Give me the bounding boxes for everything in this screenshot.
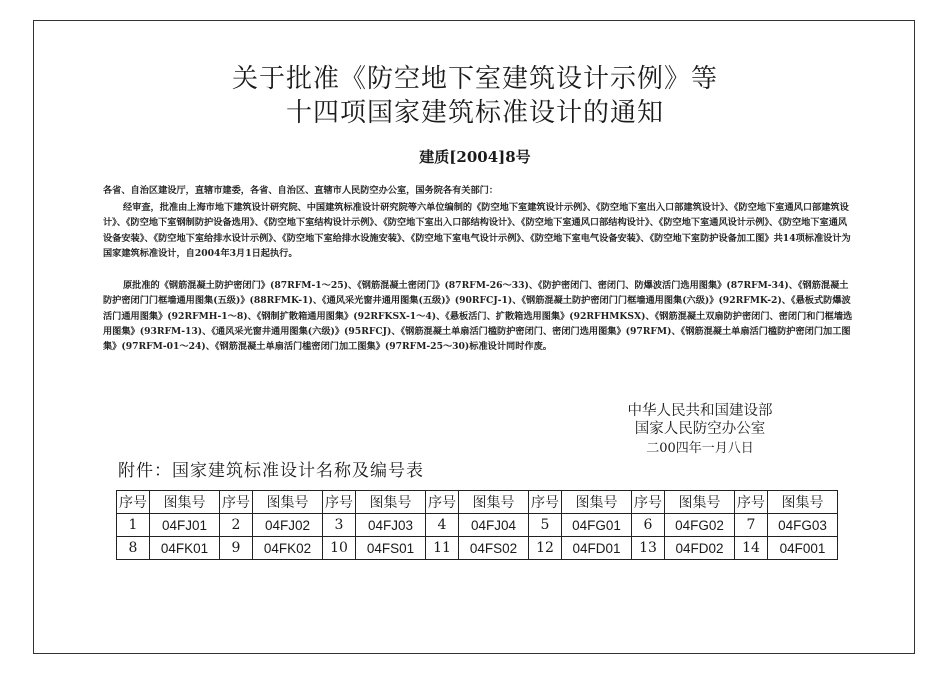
notice-title-line-1: 关于批准《防空地下室建筑设计示例》等 [231, 64, 718, 94]
code-cell: 04FJ02 [253, 514, 323, 537]
seq-cell: 7 [735, 514, 768, 537]
addressee-line: 各省、自治区建设厅，直辖市建委，各省、自治区、直辖市人民防空办公室，国务院各有关部门： [103, 185, 499, 196]
header-code: 图集号 [253, 491, 323, 514]
code-cell: 04FK02 [253, 537, 323, 560]
seq-cell: 11 [426, 537, 459, 560]
header-seq: 序号 [323, 491, 356, 514]
signature-date: 二00四年一月八日 [646, 441, 754, 456]
code-cell: 04FS02 [459, 537, 529, 560]
header-code: 图集号 [665, 491, 735, 514]
header-seq: 序号 [735, 491, 768, 514]
seq-cell: 8 [117, 537, 150, 560]
code-cell: 04FK01 [150, 537, 220, 560]
seq-cell: 9 [220, 537, 253, 560]
header-seq: 序号 [426, 491, 459, 514]
header-code: 图集号 [356, 491, 426, 514]
signer-ministry: 中华人民共和国建设部 [627, 403, 773, 419]
seq-cell: 6 [632, 514, 665, 537]
seq-cell: 12 [529, 537, 562, 560]
code-cell: 04FS01 [356, 537, 426, 560]
code-cell: 04FJ01 [150, 514, 220, 537]
seq-cell: 5 [529, 514, 562, 537]
header-seq: 序号 [632, 491, 665, 514]
table-row [117, 537, 838, 560]
header-seq: 序号 [529, 491, 562, 514]
seq-cell: 13 [632, 537, 665, 560]
table-header-row [117, 491, 838, 514]
code-cell: 04FG03 [768, 514, 838, 537]
header-seq: 序号 [117, 491, 150, 514]
code-cell: 04FJ03 [356, 514, 426, 537]
seq-cell: 3 [323, 514, 356, 537]
code-cell: 04F001 [768, 537, 838, 560]
seq-cell: 10 [323, 537, 356, 560]
header-code: 图集号 [459, 491, 529, 514]
header-code: 图集号 [768, 491, 838, 514]
seq-cell: 14 [735, 537, 768, 560]
approval-paragraph: 经审查，批准由上海市地下建筑设计研究院、中国建筑标准设计研究院等六单位编制的《防空地下室建筑设计示例》、《防空地下室出入口部建筑设计》、《防空地下室通风口部建筑设计》、《防空地下室钢制防护设备选用》、《防空地下室结构设计示例》、《防空地下室出入口部结构设计》、《防空地下室通风口部结构设计》、《防空地下室通风设计示例》、《防空地下室通风设备安装》、《防空地下室给排水设计示例》、《防空地下室给排水设施安装》、《防空地下室电气设计示例》、《防空地下室电气设备安装》、《防空地下室防护设备加工图》共14项标准设计为国家建筑标准设计，自2004年3月1日起执行。 [103, 202, 851, 259]
signer-civil-defense-office: 国家人民防空办公室 [634, 421, 766, 437]
seq-cell: 4 [426, 514, 459, 537]
table-row [117, 514, 838, 537]
seq-cell: 2 [220, 514, 253, 537]
code-cell: 04FD01 [562, 537, 632, 560]
code-cell: 04FG01 [562, 514, 632, 537]
header-code: 图集号 [150, 491, 220, 514]
code-cell: 04FJ04 [459, 514, 529, 537]
document-number: 建质[2004]8号 [419, 148, 531, 166]
code-cell: 04FD02 [665, 537, 735, 560]
header-seq: 序号 [220, 491, 253, 514]
notice-title-line-2: 十四项国家建筑标准设计的通知 [285, 98, 664, 128]
seq-cell: 1 [117, 514, 150, 537]
repeal-paragraph: 原批准的《钢筋混凝土防护密闭门》(87RFM-1～25)、《钢筋混凝土密闭门》(87RFM-26～33)、《防护密闭门、密闭门、防爆波活门选用图集》(87RFM-34)、《钢筋混凝土防护密闭门门框墙通用图集(五级)》(88RFMK-1)、《通风采光窗井通用图集(五级)》(90RFCJ-1)、《钢筋混凝土防护密闭门门框墙通用图集(六级)》(92RFMK-2)、《悬板式防爆波活门通用图集》(92RFMH-1～8)、《钢制扩散箱通用图集》(92RFKSX-1～4)、《悬板活门、扩散箱选用图集》(92RFHMKSX)、《钢筋混凝土双扇防护密闭门、密闭门和门框墙选用图集》(93RFM-13)、《通风采光窗井通用图集(六级)》(95RFCJ)、《钢筋混凝土单扇活门槛防护密闭门、密闭门选用图集》(97RFM)、《钢筋混凝土单扇活门槛防护密闭门加工图集》(97RFM-01～24)、《钢筋混凝土单扇活门槛密闭门加工图集》(97RFM-25～30)标准设计同时作废。 [103, 280, 853, 353]
header-code: 图集号 [562, 491, 632, 514]
code-cell: 04FG02 [665, 514, 735, 537]
attachment-title: 附件：国家建筑标准设计名称及编号表 [118, 461, 424, 481]
standards-code-table [116, 490, 838, 560]
